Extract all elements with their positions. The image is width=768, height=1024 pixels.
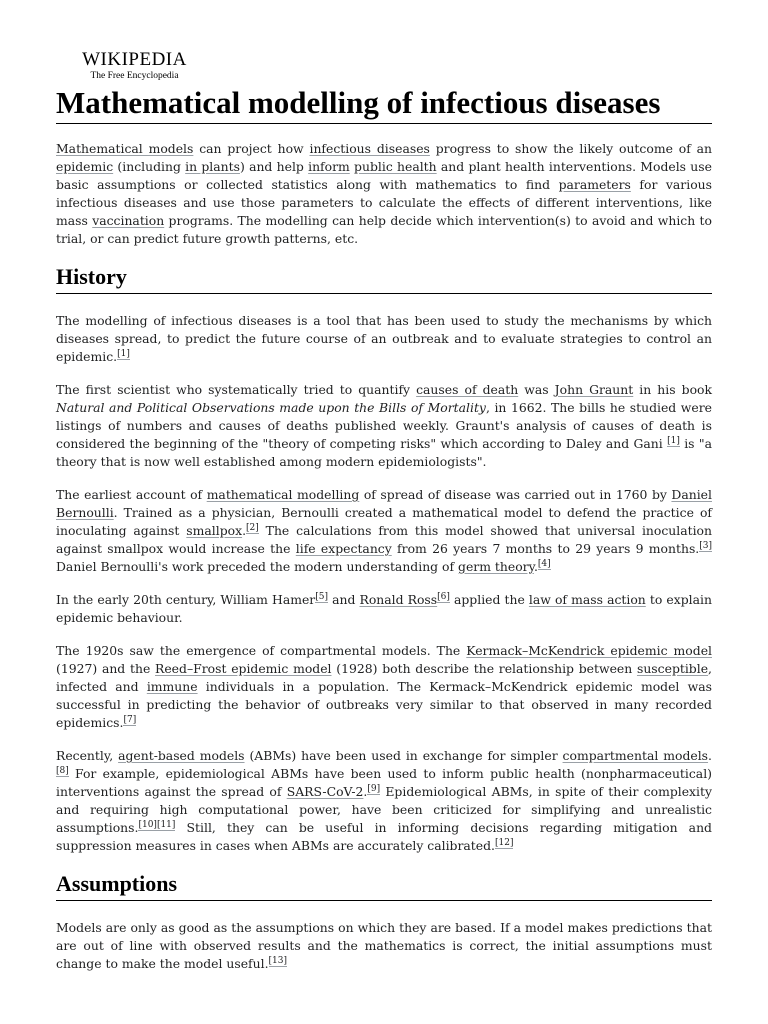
text: ) and help	[239, 159, 309, 174]
citation-12[interactable]: [12]	[494, 837, 514, 848]
text: for various infectious diseases and use those parameters to calculate the effects of different interventions, like mass	[56, 177, 712, 228]
link-law-of-mass-action[interactable]: law of mass action	[528, 592, 646, 607]
text: Models are only as good as the assumptions on which they are based. If a model makes predictions that are out of line with observed results and the mathematics is correct, the initial assumptions must change to make the model useful.	[56, 920, 712, 971]
wikipedia-logo[interactable]	[77, 49, 192, 82]
text: (1928) both describe the relationship between	[331, 661, 637, 676]
text: Recently,	[56, 748, 119, 763]
text: .	[242, 523, 247, 538]
text: (ABMs) have been used in exchange for simpler	[244, 748, 563, 763]
link-agent-based-models[interactable]: agent-based models	[118, 748, 245, 763]
text: Still, they can be useful in informing decisions regarding mitigation and suppression measures in cases when ABMs are accurately calibrated.	[56, 820, 712, 853]
history-paragraph-5	[56, 642, 712, 732]
text: Daniel Bernoulli's work preceded the modern understanding of	[56, 559, 459, 574]
citation-7[interactable]: [7]	[123, 714, 137, 725]
link-infectious-diseases[interactable]: infectious diseases	[309, 141, 430, 156]
link-susceptible[interactable]: susceptible	[636, 661, 709, 676]
history-paragraph-2	[56, 381, 712, 471]
text: can project how	[193, 141, 310, 156]
link-mathematical-models[interactable]: Mathematical models	[56, 141, 194, 156]
text: In the early 20th century, William Hamer	[56, 592, 316, 607]
link-mathematical-modelling[interactable]: mathematical modelling	[206, 487, 360, 502]
text: programs. The modelling can help decide which intervention(s) to avoid and which to trial, or can predict future growth patterns, etc.	[56, 213, 713, 246]
text: The first scientist who systematically tried to quantify	[56, 382, 417, 397]
text: The earliest account of	[56, 487, 207, 502]
assumptions-paragraph-1	[56, 919, 712, 973]
citation-1[interactable]: [1]	[667, 435, 680, 446]
link-compartmental-models[interactable]: compartmental models	[562, 748, 709, 763]
text: . Trained as a physician, Bernoulli created a mathematical model to defend the practice of inoculating against	[56, 505, 712, 538]
link-daniel-bernoulli[interactable]: Daniel Bernoulli	[56, 487, 712, 520]
link-vaccination[interactable]: vaccination	[92, 213, 165, 228]
text: and	[327, 592, 360, 607]
citation-3[interactable]: [3]	[699, 540, 712, 551]
text: .	[533, 559, 538, 574]
history-paragraph-3	[56, 486, 712, 576]
text: , infected and	[56, 661, 712, 694]
text: from 26 years 7 months to 29 years 9 months.	[391, 541, 700, 556]
text: of spread of disease was carried out in 1760 by	[359, 487, 672, 502]
citation-5[interactable]: [5]	[315, 591, 328, 602]
intro-paragraph	[56, 140, 712, 248]
text: .	[363, 784, 368, 799]
text: progress to show the likely outcome of an	[429, 141, 712, 156]
citation-2[interactable]: [2]	[246, 522, 259, 533]
citation-13[interactable]: [13]	[268, 955, 288, 966]
history-paragraph-1	[56, 312, 712, 366]
text: The calculations from this model showed that universal inoculation against smallpox would increase the	[56, 523, 712, 556]
link-smallpox[interactable]: smallpox	[186, 523, 243, 538]
text: .	[708, 748, 712, 763]
citation-8[interactable]: [8]	[56, 765, 69, 776]
text: The 1920s saw the emergence of compartmental models. The	[56, 643, 467, 658]
link-parameters[interactable]: parameters	[558, 177, 631, 192]
history-paragraph-4	[56, 591, 712, 627]
text: Epidemiological ABMs, in spite of their complexity and requiring high computational power, have been criticized for simplifying and unrealistic assumptions.	[56, 784, 712, 835]
text: The modelling of infectious diseases is a tool that has been used to study the mechanisms by which diseases spread, to predict the future course of an outbreak and to evaluate strategies to control an epidemic.	[56, 313, 712, 364]
text: (1927) and the	[56, 661, 156, 676]
citation-1[interactable]: [1]	[117, 348, 130, 359]
link-immune[interactable]: immune	[146, 679, 198, 694]
link-sars-cov-2[interactable]: SARS-CoV-2	[286, 784, 364, 799]
text: in his book	[633, 382, 713, 397]
link-epidemic[interactable]: epidemic	[56, 159, 114, 174]
link-public-health[interactable]: public health	[354, 159, 437, 174]
history-paragraph-6	[56, 747, 712, 855]
link-ronald-ross[interactable]: Ronald Ross	[359, 592, 438, 607]
logo-wordmark: WIKIPEDIA	[82, 49, 187, 70]
link-causes-of-death[interactable]: causes of death	[416, 382, 519, 397]
logo-tagline: The Free Encyclopedia	[90, 71, 179, 81]
citation-9[interactable]: [9]	[367, 783, 381, 794]
citation-10[interactable]: [10]	[138, 819, 157, 830]
text: (including	[113, 159, 186, 174]
text: individuals in a population. The Kermack–McKendrick epidemic model was successful in predicting the behavior of outbreaks very similar to that observed in many recorded epidemics.	[56, 679, 712, 730]
article-body	[56, 140, 712, 988]
citation-11[interactable]: [11]	[156, 819, 176, 830]
link-in-plants[interactable]: in plants	[185, 159, 240, 174]
text: For example, epidemiological ABMs have been used to inform public health (nonpharmaceutical) interventions against the spread of	[56, 766, 712, 799]
citation-6[interactable]: [6]	[437, 591, 450, 602]
text: was	[518, 382, 555, 397]
link-kermack-mckendrick-model[interactable]: Kermack–McKendrick epidemic model	[466, 643, 712, 658]
link-inform[interactable]: inform	[308, 159, 350, 174]
link-reed-frost-model[interactable]: Reed–Frost epidemic model	[155, 661, 332, 676]
text: to explain epidemic behaviour.	[56, 592, 712, 625]
text: is "a theory that is now well established among modern epidemiologists".	[56, 436, 712, 469]
text: applied the	[449, 592, 529, 607]
citation-4[interactable]: [4]	[537, 558, 551, 569]
book-title: Natural and Political Observations made upon the Bills of Mortality	[56, 400, 486, 415]
page-title: Mathematical modelling of infectious diseases	[56, 83, 712, 124]
link-life-expectancy[interactable]: life expectancy	[295, 541, 392, 556]
text: , in 1662. The bills he studied were listings of numbers and causes of deaths published weekly. Graunt's analysis of causes of death is considered the beginning of the "theory of competing risks" which according to Daley and Gani	[56, 400, 712, 451]
section-heading-assumptions: Assumptions	[56, 871, 712, 901]
link-germ-theory[interactable]: germ theory	[458, 559, 534, 574]
section-heading-history: History	[56, 264, 712, 294]
link-john-graunt[interactable]: John Graunt	[554, 382, 634, 397]
text: and plant health interventions. Models use basic assumptions or collected statistics along with mathematics to find	[56, 159, 712, 192]
